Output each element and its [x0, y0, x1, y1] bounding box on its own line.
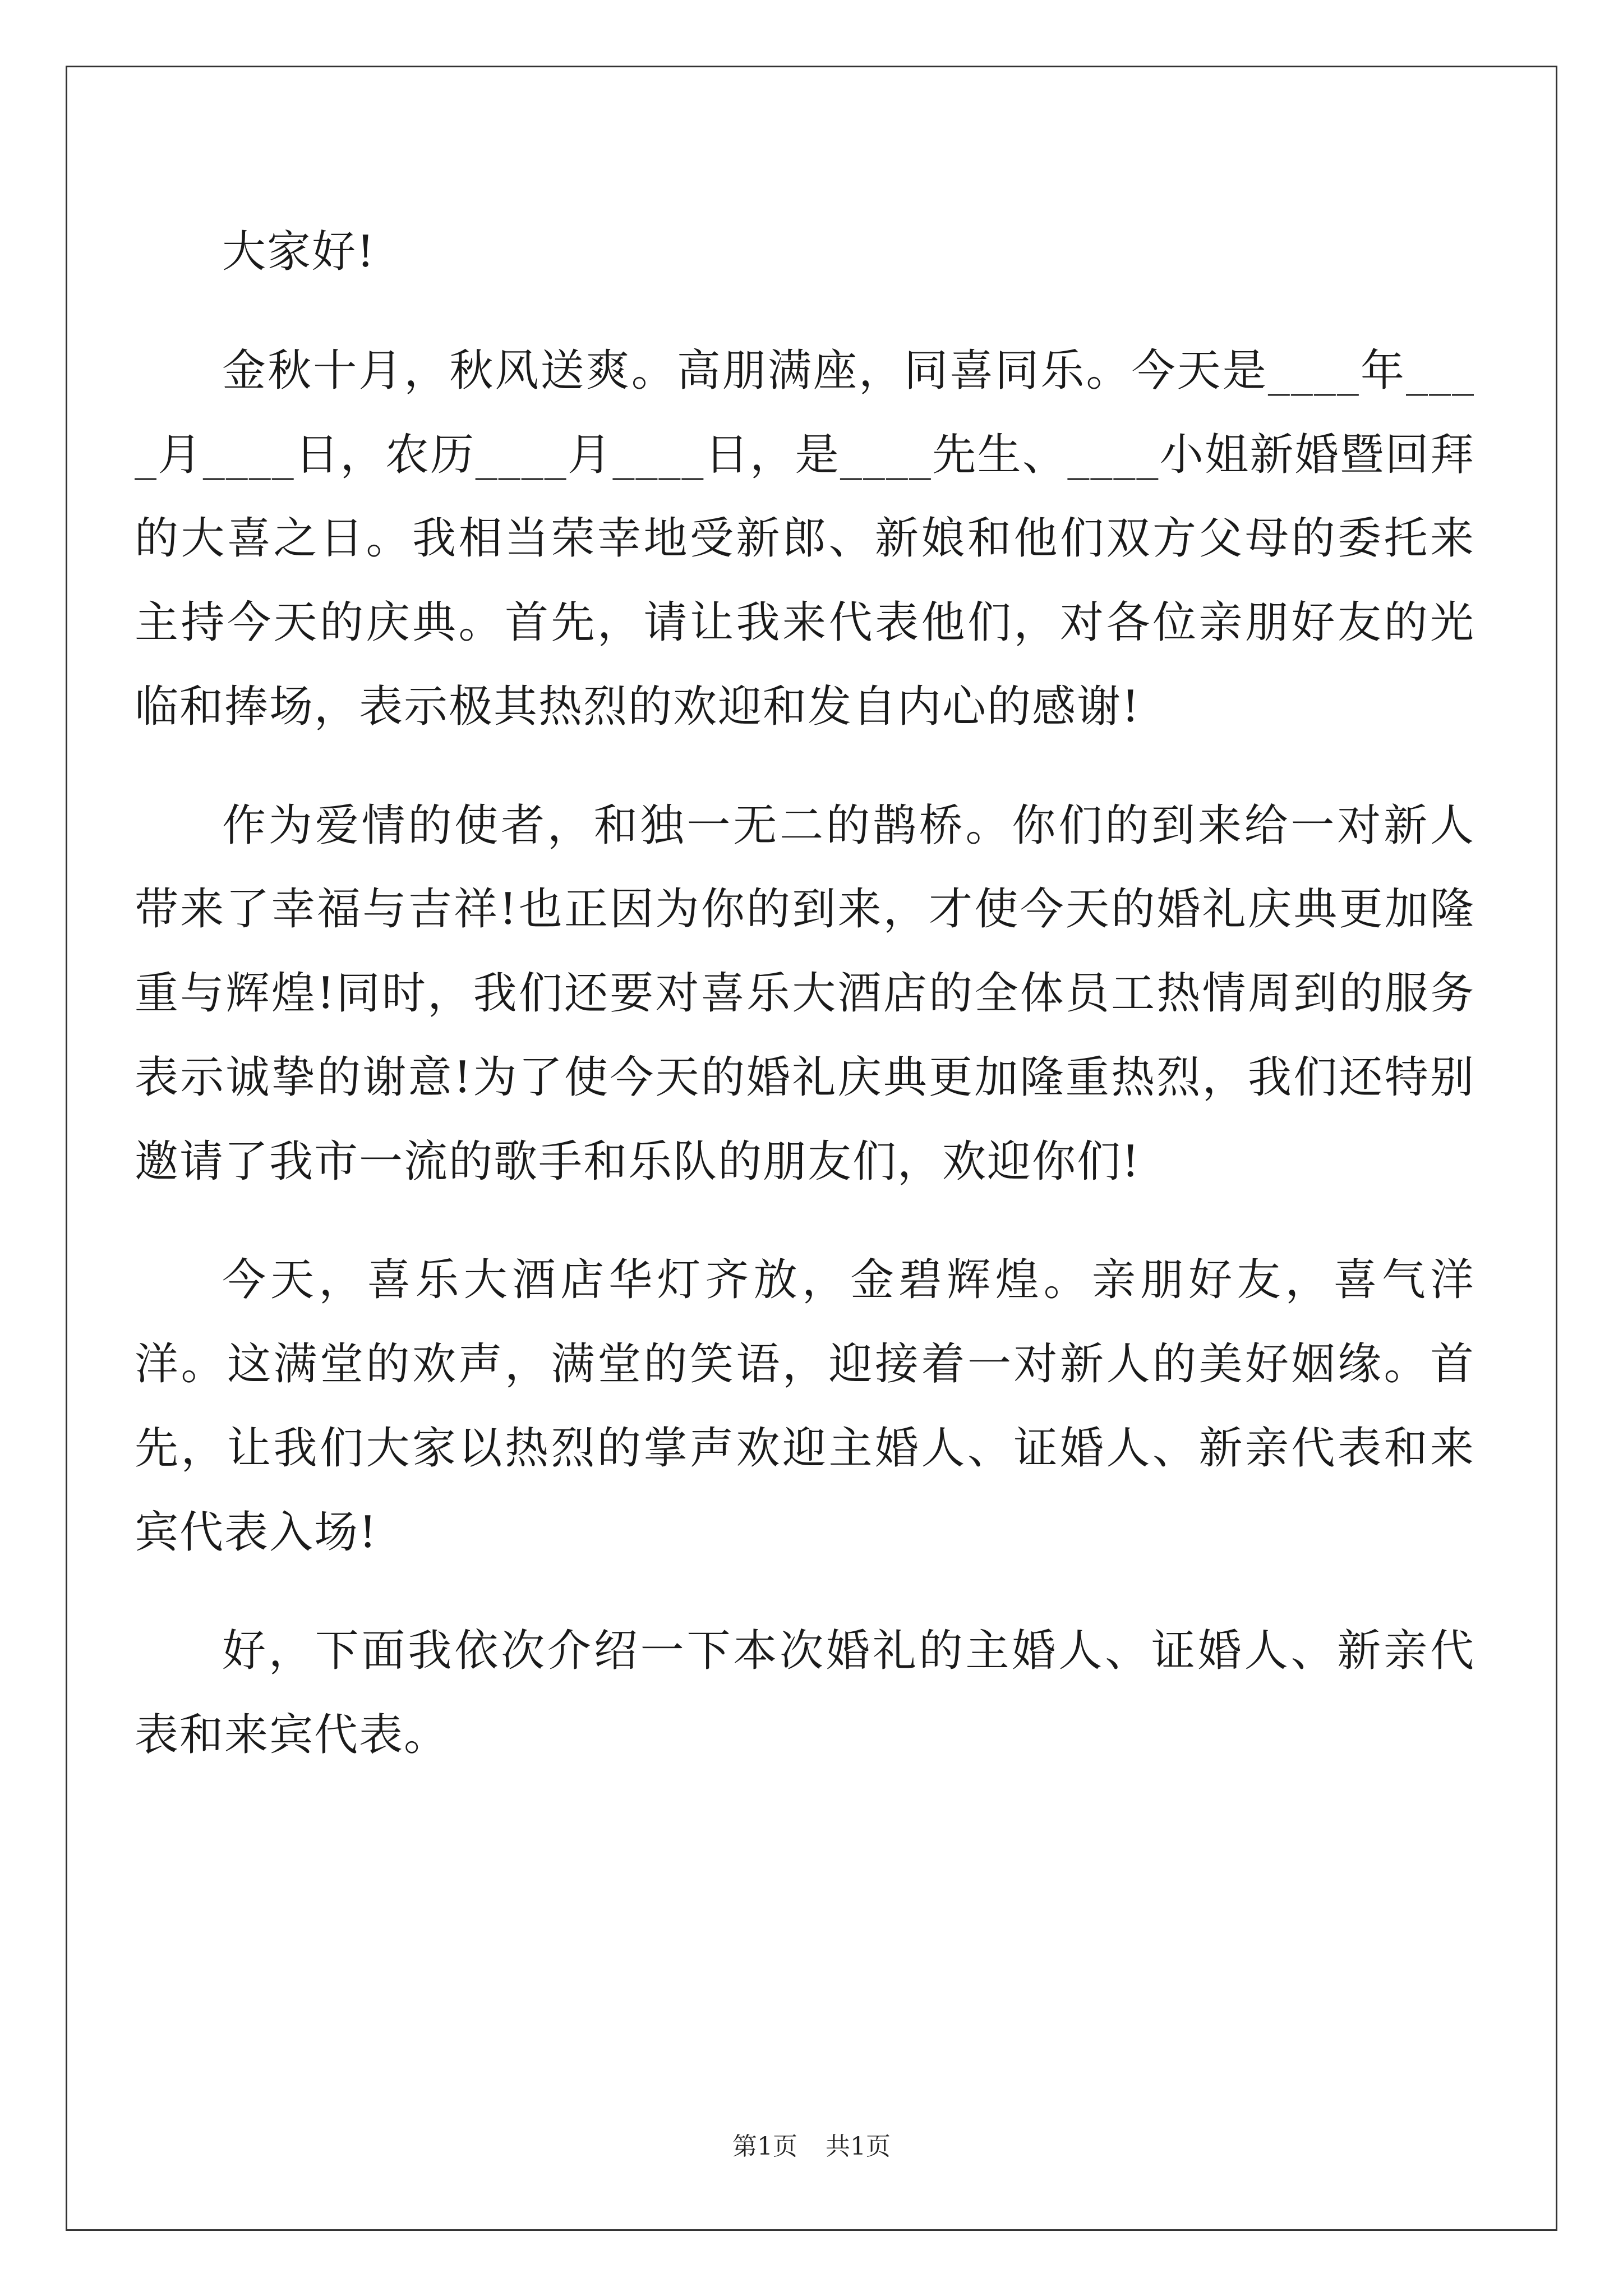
page-footer: [0, 2126, 1623, 2162]
welcome-paragraph: 今天，喜乐大酒店华灯齐放，金碧辉煌。亲朋好友，喜气洋洋。这满堂的欢声，满堂的笑语，迎接着一对新人的美好姻缘。首先，让我们大家以热烈的掌声欢迎主婚人、证婚人、新亲代表和来宾代表入场!: [135, 1255, 1475, 1558]
opening-paragraph: 金秋十月，秋风送爽。高朋满座，同喜同乐。今天是____年____月____日，农历____月____日，是____先生、____小姐新婚暨回拜的大喜之日。我相当荣幸地受新郎、新娘和他们双方父母的委托来主持今天的庆典。首先，请让我来代表他们，对各位亲朋好友的光临和捧场，表示极其热烈的欢迎和发自内心的感谢!: [135, 345, 1475, 732]
thanks-paragraph: 作为爱情的使者，和独一无二的鹊桥。你们的到来给一对新人带来了幸福与吉祥!也正因为你的到来，才使今天的婚礼庆典更加隆重与辉煌!同时，我们还要对喜乐大酒店的全体员工热情周到的服务表示诚挚的谢意!为了使今天的婚礼庆典更加隆重热烈，我们还特别邀请了我市一流的歌手和乐队的朋友们，欢迎你们!: [135, 800, 1475, 1187]
document-body: [135, 210, 1475, 1812]
introduction-paragraph: 好，下面我依次介绍一下本次婚礼的主婚人、证婚人、新亲代表和来宾代表。: [135, 1626, 1475, 1760]
greeting-paragraph: 大家好!: [222, 227, 376, 277]
total-pages: 共1页: [826, 2132, 891, 2161]
page-number: 第1页: [732, 2132, 797, 2161]
